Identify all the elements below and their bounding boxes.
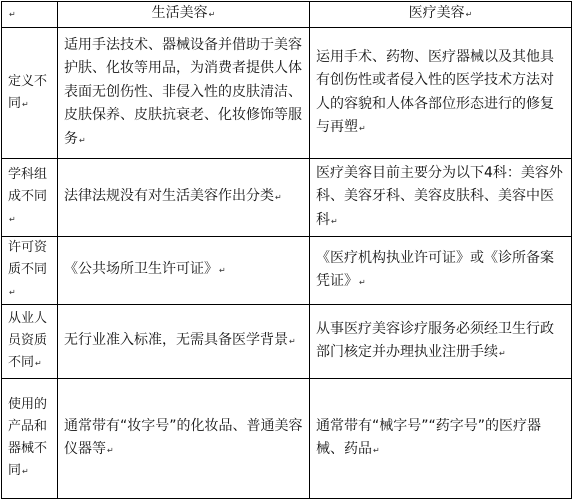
paragraph-mark-icon: ↵: [9, 288, 16, 297]
table-row-definition: [2, 28, 572, 159]
paragraph-mark-icon: ↵: [359, 124, 366, 133]
life-beauty-text: 法律法规没有对生活美容作出分类: [64, 188, 274, 205]
life-beauty-cell: [58, 28, 310, 159]
table-header-row: [2, 2, 572, 28]
life-beauty-text: 适用手法技术、器械设备并借助于美容护肤、化妆等用品，为消费者提供人体表面无创伤性、非侵入性的皮肤清洁、皮肤保养、皮肤抗衰老、化妆修饰等服务: [64, 36, 302, 147]
medical-beauty-text: 运用手术、药物、医疗器械以及其他具有创伤性或者侵入性的医学技术方法对人的容貌和人体各部位形态进行的修复与再塑: [316, 48, 554, 135]
row-header-label: 定义不同: [8, 73, 48, 111]
row-header-cell: [2, 379, 58, 499]
column-header-medical-beauty-label: 医疗美容: [408, 5, 465, 22]
life-beauty-cell: [58, 159, 310, 237]
medical-beauty-text: 医疗美容目前主要分为以下4科：美容外科、美容牙科、美容皮肤科、美容中医科: [316, 164, 563, 228]
paragraph-mark-icon: ↵: [275, 193, 282, 203]
row-header-cell: [2, 159, 58, 237]
paragraph-mark-icon: ↵: [331, 216, 338, 226]
row-header-label: 从业人员资质不同: [8, 311, 48, 370]
paragraph-mark-icon: ↵: [22, 467, 29, 476]
paragraph-mark-icon: ↵: [35, 359, 42, 368]
paragraph-mark-icon: ↵: [9, 215, 16, 224]
medical-beauty-text: 通常带有“械字号”“药字号”的医疗器械、药品: [316, 417, 542, 457]
table-row-products: [2, 379, 572, 499]
column-header-medical-beauty: [310, 2, 572, 28]
paragraph-mark-icon: ↵: [9, 10, 16, 20]
life-beauty-cell: [58, 237, 310, 305]
table-row-practitioner: [2, 305, 572, 379]
row-header-label: 学科组成不同: [8, 167, 48, 204]
paragraph-mark-icon: ↵: [289, 337, 296, 347]
medical-beauty-cell: [310, 379, 572, 499]
life-beauty-text: 通常带有“妆字号”的化妆品、普通美容仪器等: [64, 417, 303, 457]
life-beauty-cell: [58, 379, 310, 499]
life-beauty-cell: [58, 305, 310, 379]
medical-beauty-cell: [310, 28, 572, 159]
paragraph-mark-icon: ↵: [373, 446, 380, 455]
medical-beauty-text: 从事医疗美容诊疗服务必须经卫生行政部门核定并办理执业注册手续: [316, 320, 554, 360]
paragraph-mark-icon: ↵: [79, 135, 86, 145]
row-header-label: 使用的产品和器械不同: [8, 397, 48, 478]
paragraph-mark-icon: ↵: [465, 10, 473, 20]
comparison-table: [1, 1, 572, 499]
life-beauty-text: 《公共场所卫生许可证》: [64, 261, 218, 278]
medical-beauty-cell: [310, 305, 572, 379]
table-row-license: [2, 237, 572, 305]
row-header-cell: [2, 237, 58, 305]
paragraph-mark-icon: ↵: [107, 446, 114, 455]
life-beauty-text: 无行业准入标准，无需具备医学背景: [64, 332, 288, 349]
header-corner-cell: [2, 2, 58, 28]
column-header-life-beauty-label: 生活美容: [151, 5, 208, 22]
paragraph-mark-icon: ↵: [359, 278, 366, 287]
paragraph-mark-icon: ↵: [499, 349, 506, 358]
row-header-cell: [2, 305, 58, 379]
row-header-cell: [2, 28, 58, 159]
medical-beauty-text: 《医疗机构执业许可证》或《诊所备案凭证》: [316, 249, 554, 289]
medical-beauty-cell: [310, 159, 572, 237]
row-header-label: 许可资质不同: [8, 240, 48, 277]
medical-beauty-cell: [310, 237, 572, 305]
paragraph-mark-icon: ↵: [22, 99, 29, 109]
table-row-discipline: [2, 159, 572, 237]
column-header-life-beauty: [58, 2, 310, 28]
paragraph-mark-icon: ↵: [219, 266, 226, 276]
paragraph-mark-icon: ↵: [208, 10, 216, 20]
